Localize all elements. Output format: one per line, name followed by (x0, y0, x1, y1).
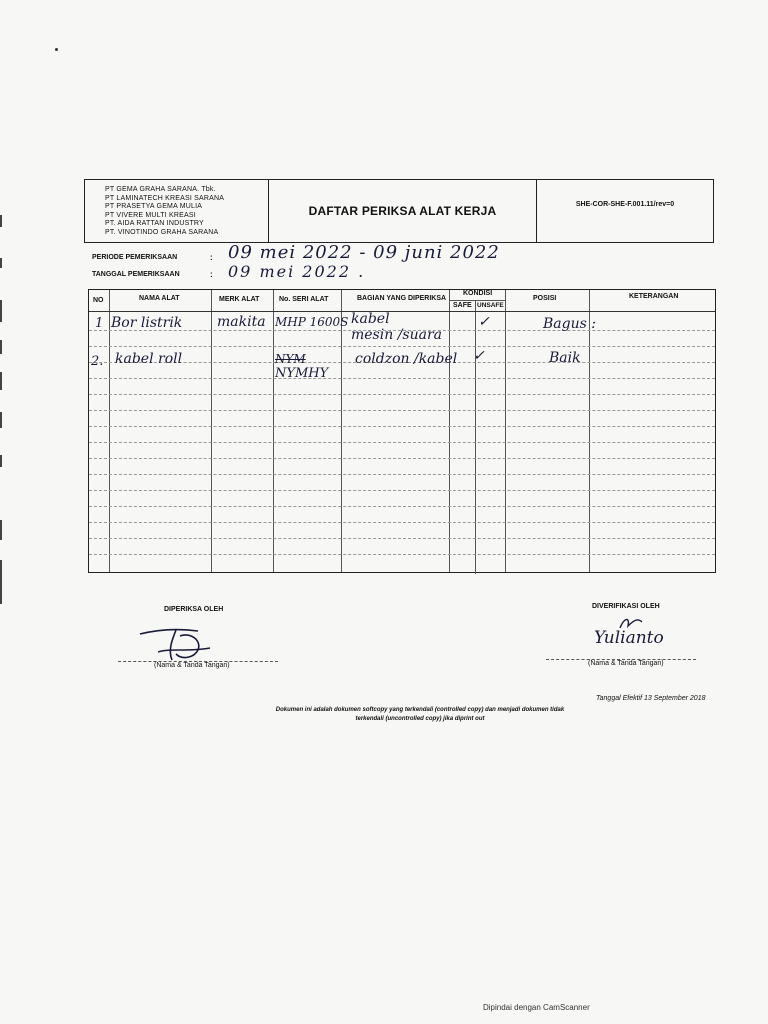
row-line (89, 458, 715, 459)
header-bottom-line (89, 311, 715, 312)
row1-bagian-2: mesin /suara (351, 327, 442, 343)
kondisi-subdivider (449, 300, 505, 301)
verifier-signature: Yulianto (594, 628, 664, 648)
tanggal-value: 09 mei 2022 . (228, 262, 366, 281)
row-line (89, 490, 715, 491)
scanner-watermark: Dipindai dengan CamScanner (483, 1003, 590, 1012)
row2-bagian: coldzon /kabel (355, 351, 458, 367)
column-divider (341, 290, 342, 572)
column-divider (505, 290, 506, 572)
row-line (89, 474, 715, 475)
row-line (89, 442, 715, 443)
company-list (85, 180, 269, 242)
row2-no-seri-struck: NYM (275, 352, 306, 366)
diperiksa-label: DIPERIKSA OLEH (164, 606, 224, 613)
company-name: PT LAMINATECH KREASI SARANA (105, 194, 225, 202)
document-note-line1: Dokumen ini adalah dokumen softcopy yang terkendali (controlled copy) dan menjadi dokumen tidak (275, 707, 565, 713)
row-line (89, 506, 715, 507)
header-bagian: BAGIAN YANG DIPERIKSA (357, 295, 447, 302)
scan-speck (55, 48, 58, 51)
tanggal-efektif: Tanggal Efektif 13 September 2018 (596, 695, 706, 702)
edge-mark (0, 520, 10, 540)
header-unsafe: UNSAFE (477, 302, 504, 309)
edge-mark (0, 412, 10, 428)
row1-nama-alat: Bor listrik (111, 315, 183, 331)
document-number: SHE-COR-SHE-F.001.11/rev=0 (575, 200, 675, 208)
row-line (89, 426, 715, 427)
tanggal-label: TANGGAL PEMERIKSAAN (92, 271, 180, 278)
column-divider (211, 290, 212, 572)
header-no-seri: No. SERI ALAT (279, 296, 329, 303)
inspector-signature (136, 622, 216, 664)
header-no: NO (93, 297, 104, 304)
row2-posisi: Baik (549, 350, 581, 366)
row2-nama-alat: kabel roll (115, 351, 183, 367)
nama-tanda-left: (Nama & Tanda Tangan) (154, 662, 230, 669)
row-line (89, 410, 715, 411)
form-title: DAFTAR PERIKSA ALAT KERJA (269, 180, 537, 242)
diverifikasi-label: DIVERIFIKASI OLEH (592, 603, 660, 610)
form-header (84, 179, 714, 243)
company-name: PT PRASETYA GEMA MULIA (105, 203, 203, 211)
edge-mark (0, 560, 10, 604)
company-name: PT VIVERE MULTI KREASI (105, 211, 196, 219)
column-divider (449, 290, 450, 572)
row1-posisi: Bagus : (543, 316, 596, 332)
document-note-line2: terkendali (uncontrolled copy) jika diprint out (355, 716, 485, 722)
row1-no: 1 (95, 316, 104, 331)
row1-bagian-1: kabel (351, 311, 390, 327)
nama-tanda-right: (Nama & Tanda Tangan) (588, 660, 664, 667)
row-line (89, 378, 715, 379)
row1-merk: makita (217, 314, 266, 330)
company-name: PT. VINOTINDO GRAHA SARANA (105, 228, 219, 236)
periode-value: 09 mei 2022 - 09 juni 2022 (228, 242, 500, 263)
edge-mark (0, 300, 10, 322)
header-safe: SAFE (453, 302, 472, 309)
header-nama-alat: NAMA ALAT (139, 295, 180, 302)
edge-mark (0, 372, 10, 390)
header-keterangan: KETERANGAN (629, 293, 679, 300)
periode-label: PERIODE PEMERIKSAAN (92, 254, 178, 261)
edge-mark (0, 455, 10, 467)
inspection-table (88, 289, 716, 573)
colon: : (210, 270, 213, 279)
row1-safe-check: ✓ (478, 314, 490, 330)
row-line (89, 346, 715, 347)
company-name: PT GEMA GRAHA SARANA. Tbk. (105, 186, 216, 193)
column-divider (589, 290, 590, 572)
column-divider (109, 290, 110, 572)
row-line (89, 522, 715, 523)
header-kondisi: KONDISI (463, 290, 493, 297)
row2-no-seri: NYMHY (275, 366, 329, 381)
colon: : (210, 253, 213, 262)
header-posisi: POSISI (533, 295, 557, 302)
row2-safe-check: ✓ (473, 348, 485, 364)
company-name: PT. AIDA RATTAN INDUSTRY (105, 220, 204, 228)
row-line (89, 538, 715, 539)
header-merk-alat: MERK ALAT (219, 296, 260, 303)
column-divider (273, 290, 274, 572)
column-divider (475, 300, 476, 574)
row2-no: 2. (91, 354, 104, 369)
edge-mark (0, 340, 10, 354)
edge-mark (0, 215, 10, 227)
edge-mark (0, 258, 10, 268)
row-line (89, 554, 715, 555)
row-line (89, 394, 715, 395)
row1-no-seri: MHP 1600S (275, 315, 349, 329)
